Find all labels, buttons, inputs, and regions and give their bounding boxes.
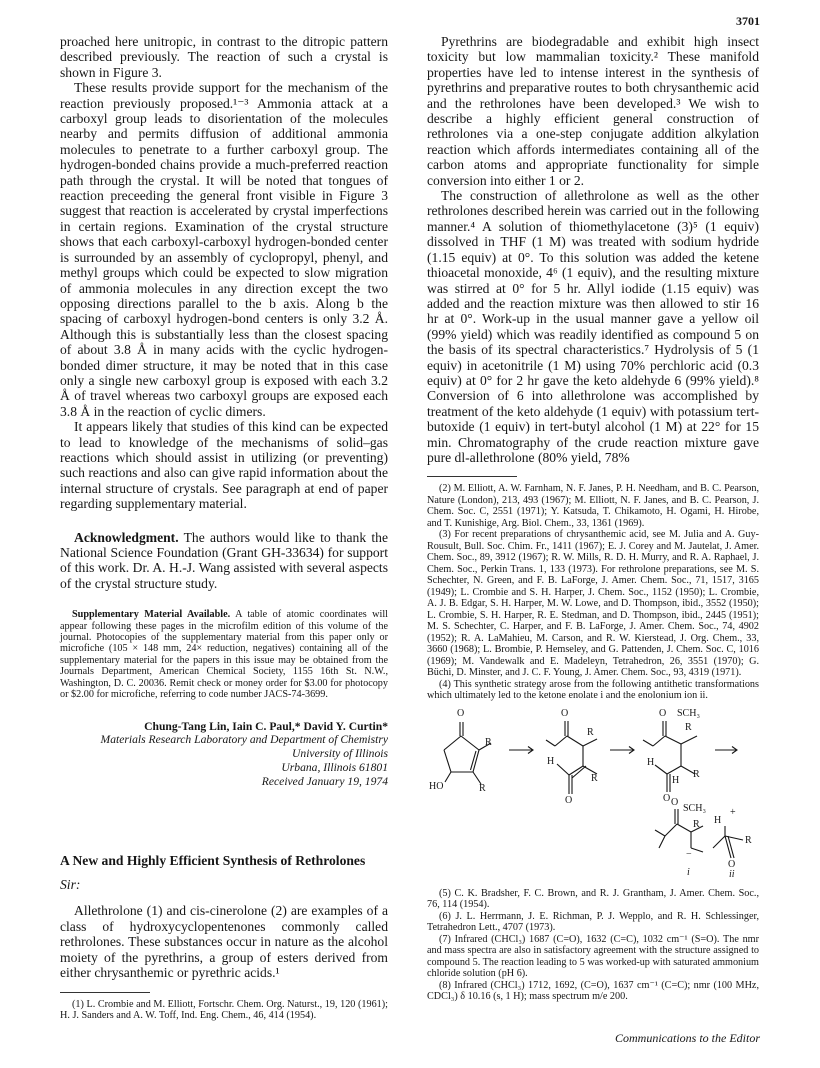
hydrogen-label: H	[647, 756, 655, 768]
footnote: (6) J. L. Herrmann, J. E. Richman, P. J. Wepplo, and R. H. Schlessinger, Tetrahedron Lett., 4707 (1973).	[427, 910, 759, 934]
paragraph: Allethrolone (1) and cis-cinerolone (2) are examples of a class of hydroxycyclopentenones commonly called rethrolones. These substances occur in nature as the alcohol moiety of the pyrethrins, a group of esters derived from either chrysanthemic or pyrethric acids.¹	[60, 903, 388, 981]
journal-section-footer: Communications to the Editor	[615, 1031, 760, 1045]
supplementary-heading: Supplementary Material Available.	[72, 609, 231, 621]
supplementary-material	[60, 609, 388, 700]
reaction-scheme	[427, 708, 759, 880]
acknowledgment-text: The authors would like to thank the National Science Foundation (Grant GH-33634) for support of this work. Dr. A. H.-J. Wang assisted with several aspects of the crystal structure study.	[60, 529, 389, 591]
oxygen-label: O	[663, 792, 671, 804]
r-group-label: R	[693, 768, 700, 780]
compound-label-i: i	[687, 866, 690, 878]
oxygen-label: O	[671, 796, 679, 808]
r-group-label: R	[685, 721, 692, 733]
compound-label-ii: ii	[729, 868, 735, 880]
thiomethyl-label: SCH₃	[683, 802, 706, 814]
r-group-label: R	[479, 782, 486, 794]
supplementary-text: A table of atomic coordinates will appear following these pages in the microfilm edition of this volume of the journal. Photocopies of the supplementary material from this paper only or microfiche (105 × 148 mm, 24× reduction, negatives) containing all of the supplementary material for the papers in this issue may be obtained from the Journals Department, American Chemical Society, 1155 16th St. N.W., Washington, D. C. 20036. Remit check or money order for $3.00 for photocopy or $2.00 for microfiche, referring to code number JACS-74-3699.	[60, 609, 388, 701]
page-number: 3701	[736, 14, 760, 28]
oxygen-label: O	[457, 707, 465, 719]
charge-minus: −	[686, 848, 692, 860]
footnote: (1) L. Crombie and M. Elliott, Fortschr. Chem. Org. Naturst., 19, 120 (1961); H. J. Sanders and A. W. Toff, Ind. Eng. Chem., 46, 414 (1954).	[60, 998, 388, 1021]
r-group-label: R	[591, 772, 598, 784]
affiliation-line: Urbana, Illinois 61801	[281, 761, 388, 775]
acknowledgment-heading: Acknowledgment.	[74, 529, 179, 545]
r-group-label: R	[745, 834, 752, 846]
r-group-label: R	[485, 736, 492, 748]
affiliation-line: University of Illinois	[292, 747, 388, 761]
oxygen-label: O	[561, 707, 569, 719]
acknowledgment	[60, 530, 388, 592]
oxygen-label: O	[728, 858, 736, 870]
paragraph: These results provide support for the mechanism of the reaction previously proposed.¹⁻³ Ammonia attack at a carboxyl group leads to disorientation of the molecules nearby and permits diffusion of additional ammonia molecules to penetrate to a further carboxyl group. The hydrogen-bonded chains provide a much-preferred reaction path through the crystal. It will be noted that tongues of reaction preceeding the general front visible in Figure 3 suggest that reaction is accelerated by crystal imperfections in certain regions. Examination of the crystal structure shows that each carboxyl-carboxyl hydrogen-bonded center is surrounded by an assembly of cyclopropyl, phenyl, and methyl groups which could be expected to slow migration of ammonia molecules in any direction except the two opposing directions parallel to the b axis. Along b the spacing of carboxyl hydrogen-bond centers is only 3.2 Å. Although this is substantially less than the closest spacing of about 3.8 Å in many acids with the cyclic hydrogen-bonded dimer structure, it may be noted that in this case only a single new carboxyl group is exposed with each 3.2 Å of travel whereas two carboxyl groups are exposed each 3.8 Å in the reaction of cyclic dimers.	[60, 80, 388, 419]
footnote: (3) For recent preparations of chrysanthemic acid, see M. Julia and A. Guy-Rousult, Bull. Soc. Chim. Fr., 1411 (1967); E. J. Corey and M. Jautelat, J. Amer. Chem. Soc., 89, 3912 (1967); R. W. Mills, R. D. H. Murry, and R. A. Raphael, J. Chem. Soc., Perkin Trans. 1, 133 (1973). For rethrolone preparations, see M. S. Schechter, N. Green, and F. B. LaForge, J. Amer. Chem. Soc., 71, 1517, 3165 (1949); L. Crombie and S. H. Harper, J. Chem. Soc., 1152 (1950); L. Crombie, A. J. B. Edgar, S. H. Harper, M. W. Lowe, and D. Thompson, ibid., 3552 (1950); L. Crombie, S. H. Harper, R. E. Stedman, and D. Thompson, ibid., 2445 (1951); M. S. Schechter, C. Harper, and F. B. LaForge, J. Amer. Chem. Soc., 74, 4902 (1952); R. A. LaMahieu, M. Carson, and R. W. Kierstead, J. Org. Chem., 33, 3660 (1968); L. Brombie, P. Hemseley, and G. Pattenden, J. Chem. Soc. C, 1016 (1969); M. Vandewalk and E. Madeleyn, Tetrahedron, 26, 3551 (1970); G. Büchi, D. Minster, and J. C. F. Young, J. Amer. Chem. Soc., 93, 4319 (1971).	[427, 529, 759, 679]
right-column	[427, 34, 759, 1003]
oxygen-label: O	[659, 707, 667, 719]
paragraph: The construction of allethrolone as well as the other rethrolones described herein was carried out in the following manner.⁴ A solution of thiomethylacetone (3)⁵ (1 equiv) dissolved in THF (1 M) was treated with sodium hydride (1.15 equiv) at 0°. To this solution was added the ketene thioacetal monoxide, 4⁶ (1 equiv), and the resulting mixture was stirred at 0° for 5 hr. Allyl iodide (1.15 equiv) was added and the reaction mixture was then allowed to stir 16 hr at 0°. Work-up in the usual manner gave a yellow oil (99% yield) which was readily identified as compound 5 on the basis of its spectral characteristics.⁷ Hydrolysis of 5 (1 equiv) in acetonitrile (1 M) using 70% perchloric acid (0.3 equiv) at 0° for 2 hr gave the keto aldehyde 6 (99% yield).⁸ Conversion of 6 into allethrolone was accomplished by treatment of the keto aldehyde (1 equiv) with potassium tert-butoxide (1 equiv) in tert-butyl alcohol (1 M) at 22° for 15 min. Chromatography of the crude reaction mixture gave pure dl-allethrolone (80% yield, 78%	[427, 188, 759, 465]
charge-plus: +	[730, 806, 736, 818]
footnote: (2) M. Elliott, A. W. Farnham, N. F. Janes, P. H. Needham, and B. C. Pearson, Nature (London), 213, 493 (1967); M. Elliott, N. F. Janes, and B. C. Pearson, J. Chem. Soc. C, 2551 (1971); Y. Katsuda, T. Chikamoto, H. Ogami, H. Hirobe, and T. Kunishige, Arg. Biol. Chem., 33, 1361 (1969).	[427, 483, 759, 529]
hydroxyl-label: HO	[429, 780, 444, 792]
paragraph: It appears likely that studies of this kind can be expected to lead to knowledge of the mechanisms of solid–gas reactions which should assist in utilizing (or preventing) such reactions and also can give rapid information about the internal structure of crystals. See paragraph at end of paper regarding supplementary material.	[60, 419, 388, 512]
footnote: (5) C. K. Bradsher, F. C. Brown, and R. J. Grantham, J. Amer. Chem. Soc., 76, 114 (1954).	[427, 887, 759, 911]
footnote-divider	[60, 992, 150, 993]
paragraph: proached here unitropic, in contrast to the ditropic pattern described previously. The reaction of such a crystal is shown in Figure 3.	[60, 34, 388, 80]
r-group-label: R	[587, 726, 594, 738]
hydrogen-label: H	[714, 814, 722, 826]
paragraph: Pyrethrins are biodegradable and exhibit high insect toxicity but low mammalian toxicity.² These manifold properties have led to intense interest in the synthesis of pyrethrins and preparative routes to both chrysanthemic acid and the rethrolones have been developed.³ We wish to describe a highly efficient general construction of rethrolones via a one-step conjugate addition alkylation reaction which affords intermediates containing all of the carbon atoms and appropriate functionality for simple conversion into either 1 or 2.	[427, 34, 759, 188]
thiomethyl-label: SCH₃	[677, 707, 700, 719]
received-date: Received January 19, 1974	[261, 775, 388, 789]
hydrogen-label: H	[672, 774, 680, 786]
r-group-label: R	[693, 818, 700, 830]
footnote: (4) This synthetic strategy arose from the following antithetic transformations which ultimately led to the ketone enolate i and the enolonium ion ii.	[427, 678, 759, 702]
affiliation-line: Materials Research Laboratory and Department of Chemistry	[100, 733, 388, 747]
footnote: (8) Infrared (CHCl₃) 1712, 1692, (C=O), 1637 cm⁻¹ (C=C); nmr (100 MHz, CDCl₃) δ 10.16 (s, 1 H); mass spectrum m/e 200.	[427, 979, 759, 1003]
footnote: (7) Infrared (CHCl₃) 1687 (C=O), 1632 (C=C), 1032 cm⁻¹ (S=O). The nmr and mass spectra are also in satisfactory agreement with the structure assigned to compound 5. The reaction leading to 5 was worked-up with saturated ammonium chloride solution (pH 6).	[427, 933, 759, 980]
article-title: A New and Highly Efficient Synthesis of Rethrolones	[60, 853, 366, 869]
author-list: Chung-Tang Lin, Iain C. Paul,* David Y. Curtin*	[144, 720, 388, 734]
footnote-divider	[427, 476, 517, 477]
hydrogen-label: H	[547, 755, 555, 767]
oxygen-label: O	[565, 794, 573, 806]
left-column	[60, 34, 388, 1022]
salutation: Sir:	[60, 877, 81, 893]
